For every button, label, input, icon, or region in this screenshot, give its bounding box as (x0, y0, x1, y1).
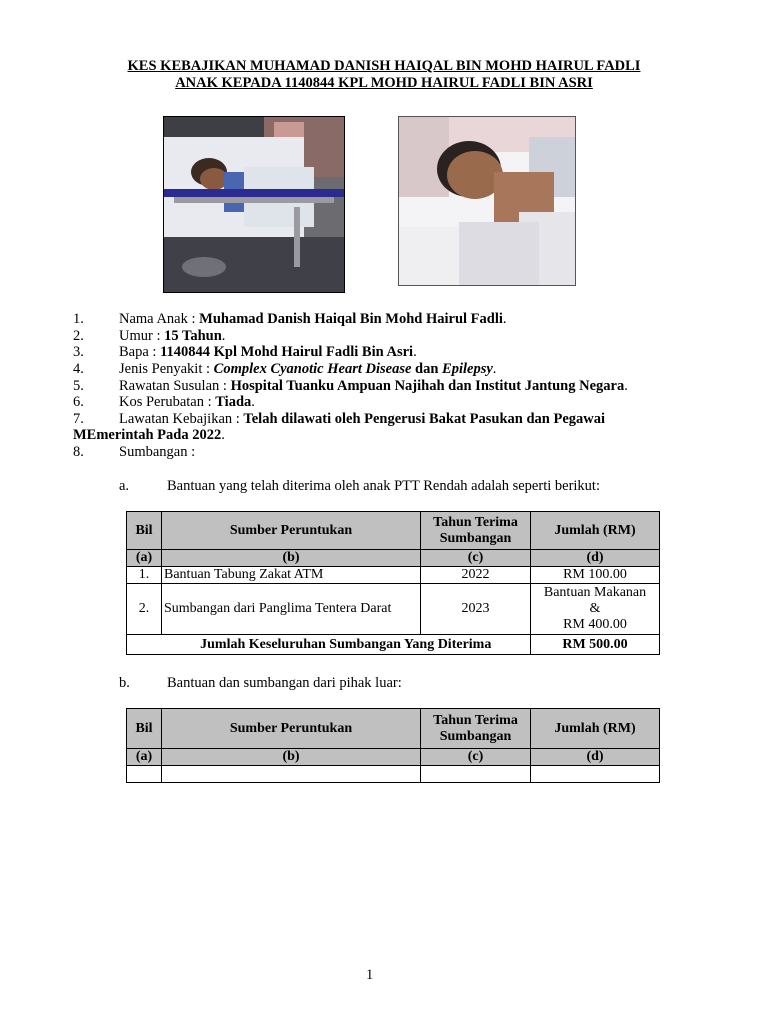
item-rawatan-susulan: 5. Rawatan Susulan : Hospital Tuanku Ampuan Najihah dan Institut Jantung Negara. (73, 378, 628, 394)
cell-bil: 1. (127, 567, 162, 584)
table-row (127, 567, 660, 584)
item-nama-anak: 1. Nama Anak : Muhamad Danish Haiqal Bin Mohd Hairul Fadli. (73, 311, 507, 327)
header-bil: Bil (127, 709, 162, 749)
cell-tahun: 2022 (421, 567, 531, 584)
letter-a: (a) (127, 749, 162, 766)
item-umur: 2. Umur : 15 Tahun. (73, 328, 226, 344)
total-label: Jumlah Keseluruhan Sumbangan Yang Diterima (162, 635, 531, 655)
cell-jumlah: RM 100.00 (531, 567, 660, 584)
page-title-line-2: ANAK KEPADA 1140844 KPL MOHD HAIRUL FADLI BIN ASRI (175, 75, 593, 91)
header-tahun: Tahun Terima Sumbangan (421, 709, 531, 749)
cell-sumber: Sumbangan dari Panglima Tentera Darat (162, 584, 421, 635)
patient-photo-hospital-bed (163, 116, 345, 293)
table-total-row (127, 635, 660, 655)
item-bapa: 3. Bapa : 1140844 Kpl Mohd Hairul Fadli Bin Asri. (73, 344, 417, 360)
table-bantuan-diterima (126, 511, 660, 655)
table-bantuan-luar (126, 708, 660, 783)
header-tahun: Tahun Terima Sumbangan (421, 512, 531, 550)
table-row (127, 584, 660, 635)
letter-c: (c) (421, 749, 531, 766)
cell-jumlah: Bantuan Makanan & RM 400.00 (531, 584, 660, 635)
page-title-line-1: KES KEBAJIKAN MUHAMAD DANISH HAIQAL BIN MOHD HAIRUL FADLI (127, 58, 641, 74)
header-bil: Bil (127, 512, 162, 550)
letter-d: (d) (531, 749, 660, 766)
letter-c: (c) (421, 550, 531, 567)
item-kos-perubatan: 6. Kos Perubatan : Tiada. (73, 394, 255, 410)
letter-d: (d) (531, 550, 660, 567)
section-a-heading: a. Bantuan yang telah diterima oleh anak PTT Rendah adalah seperti berikut: (119, 478, 600, 494)
patient-photo-sleeping (398, 116, 576, 286)
header-sumber: Sumber Peruntukan (162, 709, 421, 749)
cell-tahun: 2023 (421, 584, 531, 635)
letter-b: (b) (162, 550, 421, 567)
cell-bil: 2. (127, 584, 162, 635)
header-jumlah: Jumlah (RM) (531, 512, 660, 550)
item-jenis-penyakit: 4. Jenis Penyakit : Complex Cyanotic Heart Disease dan Epilepsy. (73, 361, 497, 377)
header-sumber: Sumber Peruntukan (162, 512, 421, 550)
header-jumlah: Jumlah (RM) (531, 709, 660, 749)
page-number: 1 (366, 967, 374, 983)
cell-sumber: Bantuan Tabung Zakat ATM (162, 567, 421, 584)
item-lawatan-kebajikan-cont: MEmerintah Pada 2022. (73, 427, 225, 443)
section-b-heading: b. Bantuan dan sumbangan dari pihak luar: (119, 675, 402, 691)
total-value: RM 500.00 (531, 635, 660, 655)
letter-b: (b) (162, 749, 421, 766)
item-sumbangan: 8. Sumbangan : (73, 444, 196, 460)
letter-a: (a) (127, 550, 162, 567)
item-lawatan-kebajikan: 7. Lawatan Kebajikan : Telah dilawati oleh Pengerusi Bakat Pasukan dan Pegawai (73, 411, 606, 427)
table-row-empty (127, 766, 660, 783)
